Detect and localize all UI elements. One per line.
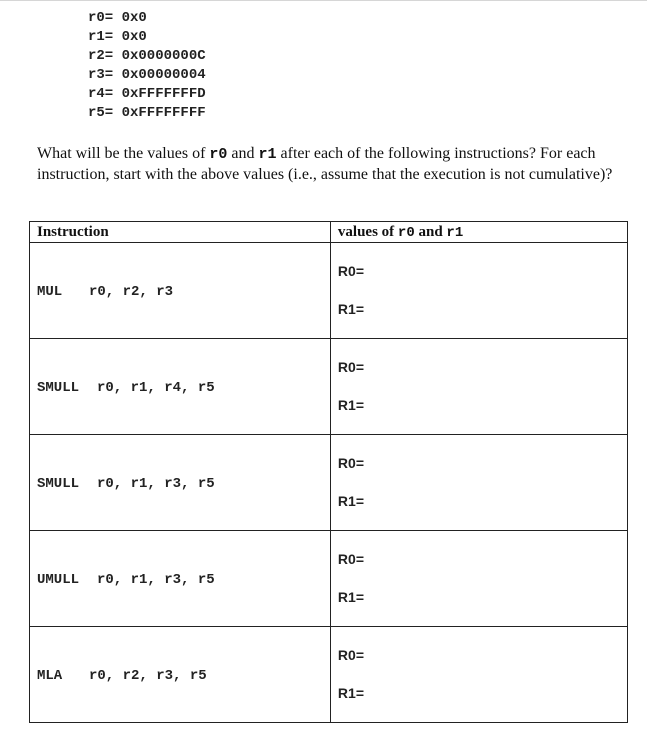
r0-label: R0=: [337, 263, 364, 279]
values-cell[interactable]: [330, 627, 627, 723]
register-line: r0= 0x0: [88, 10, 147, 26]
header-reg: r1: [446, 224, 464, 241]
top-divider: [0, 0, 647, 1]
r1-label: R1=: [337, 589, 364, 605]
r1-label: R1=: [337, 397, 364, 413]
table-row: [30, 627, 628, 723]
r1-label: R1=: [337, 493, 364, 509]
instruction-operands: r0, r2, r3, r5: [89, 667, 207, 684]
register-line: r3= 0x00000004: [88, 67, 206, 83]
instruction-operands: r0, r1, r3, r5: [97, 571, 215, 588]
instruction-mnemonic: MUL: [37, 283, 63, 300]
instruction-text: [30, 476, 215, 492]
header-reg: r0: [397, 224, 415, 241]
instruction-text: [30, 380, 215, 396]
question-reg: r1: [258, 146, 277, 163]
instruction-cell: [30, 243, 331, 339]
r0-label: R0=: [337, 647, 364, 663]
question-text: [37, 144, 617, 185]
register-line: r4= 0xFFFFFFFD: [88, 86, 206, 102]
r1-label: R1=: [337, 301, 364, 317]
table-row: [30, 339, 628, 435]
instruction-cell: [30, 531, 331, 627]
question-part: What will be the values of: [37, 145, 210, 162]
table-row: [30, 531, 628, 627]
instruction-operands: r0, r2, r3: [89, 283, 174, 300]
instruction-cell: [30, 339, 331, 435]
values-cell[interactable]: [330, 339, 627, 435]
r0-label: R0=: [337, 455, 364, 471]
instruction-table: [29, 221, 628, 723]
values-cell[interactable]: [330, 435, 627, 531]
header-values: [330, 222, 627, 243]
instruction-operands: r0, r1, r4, r5: [97, 379, 215, 396]
r1-label: R1=: [337, 685, 364, 701]
question-reg: r0: [209, 146, 228, 163]
table-row: [30, 243, 628, 339]
header-values-prefix: values of: [337, 223, 398, 240]
instruction-mnemonic: SMULL: [37, 475, 80, 492]
instruction-mnemonic: SMULL: [37, 379, 80, 396]
r0-label: R0=: [337, 359, 364, 375]
instruction-text: [30, 668, 207, 684]
instruction-cell: [30, 435, 331, 531]
header-and: and: [414, 223, 447, 240]
instruction-operands: r0, r1, r3, r5: [97, 475, 215, 492]
instruction-mnemonic: UMULL: [37, 571, 80, 588]
register-line: r1= 0x0: [88, 29, 147, 45]
register-line: r2= 0x0000000C: [88, 48, 206, 64]
header-instruction: Instruction: [30, 222, 331, 243]
question-part: after each of the following instructions? For each instruction, start with the above values (i.e., assume that the execution is not cumulative)?: [37, 145, 613, 183]
instruction-mnemonic: MLA: [37, 667, 63, 684]
question-part: and: [227, 145, 259, 162]
instruction-text: [30, 284, 173, 300]
values-cell[interactable]: [330, 243, 627, 339]
table-row: [30, 435, 628, 531]
values-cell[interactable]: [330, 531, 627, 627]
table-header-row: [30, 222, 628, 243]
instruction-cell: [30, 627, 331, 723]
r0-label: R0=: [337, 551, 364, 567]
register-list: [88, 9, 206, 123]
register-line: r5= 0xFFFFFFFF: [88, 105, 206, 121]
instruction-text: [30, 572, 215, 588]
